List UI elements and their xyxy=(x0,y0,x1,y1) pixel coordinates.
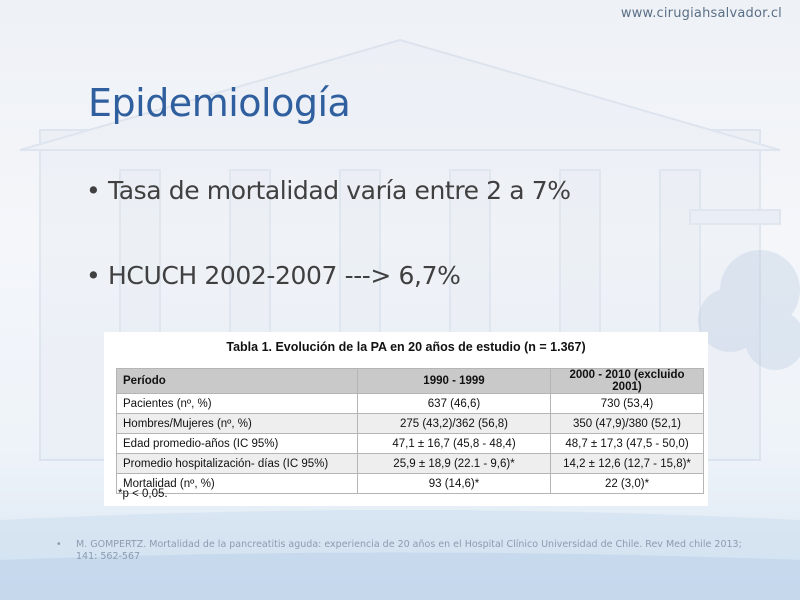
table-cell-label: Promedio hospitalización- días (IC 95%) xyxy=(117,454,358,474)
reference-bullet: • xyxy=(56,539,62,550)
evolution-table xyxy=(116,368,704,494)
table-row xyxy=(117,414,704,434)
site-url: www.cirugiahsalvador.cl xyxy=(620,6,782,21)
table-cell-label: Mortalidad (nº, %) xyxy=(117,474,358,494)
table-cell: 730 (53,4) xyxy=(551,394,704,414)
table-cell: 14,2 ± 12,6 (12,7 - 15,8)* xyxy=(551,454,704,474)
table-footnote: *p < 0,05. xyxy=(118,488,168,500)
header-period: Período xyxy=(117,369,358,394)
table-row xyxy=(117,454,704,474)
table-cell-label: Pacientes (nº, %) xyxy=(117,394,358,414)
slide-title: Epidemiología xyxy=(88,81,351,126)
table-panel xyxy=(104,332,708,506)
bullet-mortality-rate: • Tasa de mortalidad varía entre 2 a 7% xyxy=(86,176,571,205)
table-cell: 637 (46,6) xyxy=(358,394,551,414)
header-2000-2010: 2000 - 2010 (excluido 2001) xyxy=(551,369,704,394)
table-cell: 93 (14,6)* xyxy=(358,474,551,494)
bullet-list xyxy=(86,176,571,290)
table-cell: 48,7 ± 17,3 (47,5 - 50,0) xyxy=(551,434,704,454)
table-cell: 22 (3,0)* xyxy=(551,474,704,494)
table-cell-label: Hombres/Mujeres (nº, %) xyxy=(117,414,358,434)
reference-citation xyxy=(56,539,756,563)
table-header-row xyxy=(117,369,704,394)
header-1990-1999: 1990 - 1999 xyxy=(358,369,551,394)
bullet-hcuch-rate: • HCUCH 2002-2007 ---> 6,7% xyxy=(86,261,571,290)
reference-text: M. GOMPERTZ. Mortalidad de la pancreatitis aguda: experiencia de 20 años en el Hospital Clínico Universidad de Chile. Rev Med chile 2013; 141: 562-567 xyxy=(76,539,742,562)
table-caption: Tabla 1. Evolución de la PA en 20 años de estudio (n = 1.367) xyxy=(226,340,586,354)
table-cell: 25,9 ± 18,9 (22.1 - 9,6)* xyxy=(358,454,551,474)
table-row xyxy=(117,474,704,494)
table-row xyxy=(117,394,704,414)
table-cell: 275 (43,2)/362 (56,8) xyxy=(358,414,551,434)
table-cell: 47,1 ± 16,7 (45,8 - 48,4) xyxy=(358,434,551,454)
table-cell: 350 (47,9)/380 (52,1) xyxy=(551,414,704,434)
table-row xyxy=(117,434,704,454)
table-cell-label: Edad promedio-años (IC 95%) xyxy=(117,434,358,454)
